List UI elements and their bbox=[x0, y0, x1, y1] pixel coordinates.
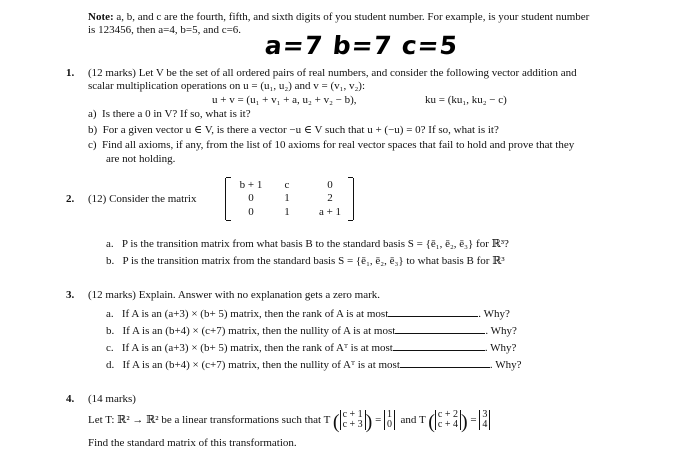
q1-part-c-label: c) bbox=[88, 139, 97, 151]
q3-part-a-label: a. bbox=[106, 308, 114, 320]
q1-part-c-text: Find all axioms, if any, from the list of 10 axioms for real vector spaces that fail to hold and prove that they bbox=[102, 139, 575, 151]
matrix-cell: a + 1 bbox=[318, 206, 342, 218]
q3-part-d-tail: . Why? bbox=[489, 359, 522, 371]
q4-output-vector-2 bbox=[479, 410, 490, 430]
q4-title: (14 marks) bbox=[88, 393, 136, 405]
q3-part-c-tail: . Why? bbox=[484, 342, 517, 354]
paren-open: ( bbox=[332, 411, 340, 433]
q4-number: 4. bbox=[66, 393, 75, 405]
note-text-1: a, b, and c are the fourth, fifth, and sixth digits of you student number. For example, is your student number bbox=[113, 11, 590, 23]
q1-line-1: (12 marks) Let V be the set of all ordered pairs of real numbers, and consider the following vector addition and bbox=[88, 67, 577, 79]
q2-part-b-label: b. bbox=[106, 255, 115, 267]
q4-input-vector-1 bbox=[340, 410, 366, 430]
q3-part-c-text: If A is an (a+3) × (b+ 5) matrix, then the rank of Aᵀ is at most bbox=[121, 342, 393, 354]
q3-part-a bbox=[106, 307, 510, 322]
q3-part-c-label: c. bbox=[106, 342, 114, 354]
q2-part-a bbox=[106, 238, 509, 252]
matrix-cell: 0 bbox=[248, 206, 254, 218]
matrix-cell: 2 bbox=[327, 192, 333, 204]
vec-entry: 1 bbox=[387, 409, 393, 421]
paren-open: ( bbox=[428, 411, 435, 433]
q1-part-c bbox=[88, 139, 574, 153]
answer-blank[interactable] bbox=[388, 307, 478, 317]
q1-part-a-text: Is there a 0 in V? If so, what is it? bbox=[102, 108, 251, 120]
matrix-cell: b + 1 bbox=[239, 179, 263, 191]
note-line-2: is 123456, then a=4, b=5, and c=6. bbox=[88, 24, 242, 36]
q3-part-a-tail: . Why? bbox=[478, 308, 510, 320]
vec-entry: 3 bbox=[482, 409, 488, 421]
note-line-1 bbox=[88, 11, 589, 25]
q1-part-b-text: For a given vector u ∈ V, is there a vector −u ∈ V such that u + (−u) = 0? If so, what is it? bbox=[102, 124, 499, 136]
q3-part-c bbox=[106, 341, 516, 356]
paren-close: ) bbox=[365, 411, 373, 433]
q1-part-a-label: a) bbox=[88, 108, 97, 120]
q3-part-b bbox=[106, 324, 517, 339]
answer-blank[interactable] bbox=[400, 358, 490, 368]
q1-line-2: scalar multiplication operations on u = (u₁, u₂) and v = (v₁, v₂): bbox=[88, 80, 366, 92]
q4-output-vector-1 bbox=[384, 410, 395, 430]
vec-entry: 0 bbox=[387, 419, 393, 431]
q3-part-b-tail: . Why? bbox=[485, 325, 517, 337]
q1-part-b-label: b) bbox=[88, 124, 98, 136]
q3-number: 3. bbox=[66, 289, 75, 301]
paren-close: ) bbox=[461, 411, 468, 433]
q4-line-2: Find the standard matrix of this transformation. bbox=[88, 437, 297, 449]
answer-blank[interactable] bbox=[395, 324, 485, 334]
matrix-cell: c bbox=[284, 179, 290, 191]
q4-input-vector-2 bbox=[435, 410, 461, 430]
q3-part-d-label: d. bbox=[106, 359, 115, 371]
q3-part-b-label: b. bbox=[106, 325, 115, 337]
q2-part-b-text: P is the transition matrix from the standard basis S = {ē₁, ē₂, ē₃} to what basis B for ℝ³ bbox=[122, 255, 505, 267]
matrix-cell: 1 bbox=[284, 206, 290, 218]
q4-line-1: Let T: ℝ² → ℝ² be a linear transformations such that T ( c + 1 c + 3 ) = 1 0 and T ( c + 2 c + 4 ) = 3 4 bbox=[88, 410, 490, 435]
q4-and: and T bbox=[400, 414, 426, 426]
q4-line-start: Let T: ℝ² → ℝ² be a linear transformations such that T bbox=[88, 414, 331, 426]
q1-formula-mul: ku = (ku₁, ku₂ − c) bbox=[425, 94, 507, 106]
q1-part-c-cont: are not holding. bbox=[106, 153, 176, 165]
q3-part-b-text: If A is an (b+4) × (c+7) matrix, then the nullity of A is at most bbox=[122, 325, 396, 337]
q2-part-a-text: P is the transition matrix from what basis B to the standard basis S = {ē₁, ē₂, ē₃} for ℝ³? bbox=[121, 238, 509, 250]
vec-entry: 4 bbox=[482, 419, 488, 431]
q3-part-a-text: If A is an (a+3) × (b+ 5) matrix, then the rank of A is at most bbox=[121, 308, 389, 320]
q3-text: (12 marks) Explain. Answer with no explanation gets a zero mark. bbox=[88, 289, 381, 301]
matrix-cell: 1 bbox=[284, 192, 290, 204]
q2-matrix bbox=[225, 178, 354, 220]
answer-blank[interactable] bbox=[393, 341, 485, 351]
q3-part-d-text: If A is an (b+4) × (c+7) matrix, then the nullity of Aᵀ is at most bbox=[122, 359, 400, 371]
vec-entry: c + 2 bbox=[437, 409, 458, 421]
q1-number: 1. bbox=[66, 67, 75, 79]
q2-number: 2. bbox=[66, 193, 75, 205]
vec-entry: c + 3 bbox=[342, 419, 363, 431]
q1-formula-add: u + v = (u₁ + v₁ + a, u₂ + v₂ − b), bbox=[212, 94, 357, 106]
matrix-cell: 0 bbox=[248, 192, 254, 204]
vec-entry: c + 4 bbox=[437, 419, 458, 431]
q3-part-d bbox=[106, 358, 521, 373]
q1-part-a bbox=[88, 108, 251, 122]
matrix-cell: 0 bbox=[327, 179, 333, 191]
q2-part-b bbox=[106, 255, 505, 269]
q2-text: (12) Consider the matrix bbox=[88, 193, 197, 205]
note-label: Note: bbox=[88, 11, 114, 23]
vec-entry: c + 1 bbox=[342, 409, 363, 421]
handwritten-values: a=7 b=7 c=5 bbox=[263, 31, 460, 60]
q2-part-a-label: a. bbox=[106, 238, 114, 250]
q1-part-b bbox=[88, 124, 499, 138]
